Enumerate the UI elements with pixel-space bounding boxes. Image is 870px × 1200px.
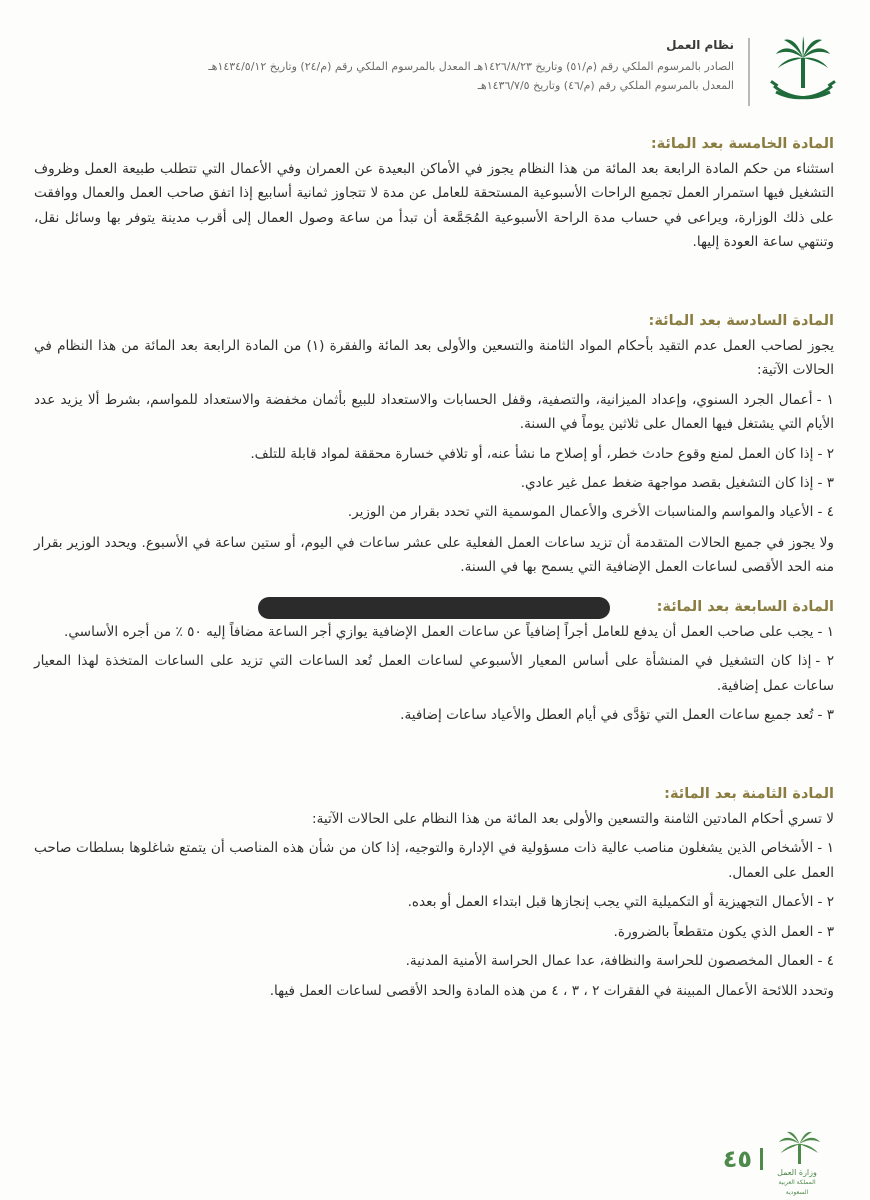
article-106: [34, 313, 834, 580]
item-number: ٤ -: [817, 504, 834, 521]
list-item: [34, 890, 834, 914]
list-item: [34, 920, 834, 944]
item-text: تُعد جميع ساعات العمل التي تؤدَّى في أيام العطل والأعياد ساعات إضافية.: [400, 707, 814, 724]
list-item: [34, 442, 834, 466]
article-closing: وتحدد اللائحة الأعمال المبينة في الفقرات ٢ ، ٣ ، ٤ من هذه المادة والحد الأقصى لساعات العمل فيها.: [269, 983, 834, 1000]
saudi-emblem-icon: [764, 36, 842, 108]
list-item: [34, 500, 834, 524]
article-title: المادة الخامسة بعد المائة:: [650, 136, 834, 152]
article-title: المادة السابعة بعد المائة:: [656, 599, 834, 615]
page-number: ٤٥: [722, 1145, 752, 1173]
item-text: أعمال الجرد السنوي، وإعداد الميزانية، والتصفية، وقفل الحسابات والاستعداد للبيع بأثمان مخفضة والاستعداد للمواسم، بشرط ألا يزيد عدد الأيام التي يشتغل فيها العمال على ثلاثين يوماً في السنة.: [34, 391, 834, 433]
header-divider: [748, 38, 750, 106]
decree-line-1: الصادر بالمرسوم الملكي رقم (م/٥١) وتاريخ ١٤٢٦/٨/٢٣هـ المعدل بالمرسوم الملكي رقم (م/٢٤) وتاريخ ١٤٣٤/٥/١٢هـ: [208, 60, 734, 73]
article-intro: يجوز لصاحب العمل عدم التقيد بأحكام المواد الثامنة والتسعين والأولى بعد المائة والفقرة (١) من المادة الرابعة بعد المائة من هذا النظام في الحالات الآتية:: [34, 338, 834, 379]
item-text: الأعمال التجهيزية أو التكميلية التي يجب إنجازها قبل ابتداء العمل أو بعده.: [407, 894, 814, 911]
item-text: إذا كان العمل لمنع وقوع حادث خطر، أو إصلاح ما نشأ عنه، أو تلافي خسارة محققة لمواد قابلة للتلف.: [250, 445, 814, 462]
item-text: العمال المخصصون للحراسة والنظافة، عدا عمال الحراسة الأمنية المدنية.: [405, 953, 814, 970]
item-text: إذا كان التشغيل في المنشأة على أساس المعيار الأسبوعي لساعات العمل تُعد الساعات التي تزيد على الساعات المتخذة لهذا المعيار ساعات عمل إضافية.: [34, 653, 834, 694]
item-number: ٢ -: [815, 653, 834, 670]
document-title: نظام العمل: [666, 38, 734, 52]
ministry-name: [770, 1168, 824, 1198]
article-108: [34, 786, 834, 1004]
item-number: ٢ -: [817, 445, 834, 462]
header-text: [34, 38, 734, 95]
list-item: [34, 649, 834, 698]
footer-separator: [760, 1148, 763, 1170]
item-number: ١ -: [816, 391, 834, 408]
article-title: المادة السادسة بعد المائة:: [648, 313, 834, 329]
item-number: ٣ -: [817, 707, 834, 724]
article-107: [34, 599, 834, 728]
list-item: [34, 949, 834, 973]
ministry-subtitle: المملكة العربية السعودية: [778, 1179, 816, 1196]
article-105: [34, 136, 834, 255]
item-number: ٣ -: [817, 475, 834, 492]
list-item: [34, 836, 834, 885]
article-body: استثناء من حكم المادة الرابعة بعد المائة من هذا النظام يجوز في الأماكن البعيدة عن العمران وفي الأعمال التي تتطلب طبيعة العمل وظروف التشغيل فيها استمرار العمل تجميع الراحات الأسبوعية المستحقة للعامل عن مدة لا تتجاوز ثمانية أسابيع إذا اتفق صاحب العمل والعمال ووافقت على ذلك الوزارة، ويراعى في حساب مدة الراحة الأسبوعية المُجَمَّعة أن تبدأ من ساعة وصول العمال إلى أقرب مدينة يتوفر بها وسائل نقل، وتنتهي ساعة العودة إليها.: [34, 161, 834, 251]
item-text: الأشخاص الذين يشغلون مناصب عالية ذات مسؤولية في الإدارة والتوجيه، إذا كان من شأن هذه المناصب أن يتمتع شاغلوها بسلطات صاحب العمل على العمال.: [34, 840, 834, 881]
decree-line-2: المعدل بالمرسوم الملكي رقم (م/٤٦) وتاريخ ١٤٣٦/٧/٥هـ: [477, 79, 734, 92]
article-title: المادة الثامنة بعد المائة:: [664, 786, 834, 802]
item-number: ٢ -: [817, 894, 834, 911]
item-text: الأعياد والمواسم والمناسبات الأخرى والأعمال الموسمية التي تحدد بقرار من الوزير.: [347, 504, 814, 521]
list-item: [34, 620, 834, 644]
page-footer: [0, 1120, 870, 1200]
article-intro: لا تسري أحكام المادتين الثامنة والتسعين والأولى بعد المائة من هذا النظام على الحالات الآتية:: [312, 811, 834, 827]
item-number: ١ -: [817, 624, 834, 640]
item-number: ١ -: [817, 840, 834, 857]
list-item: [34, 703, 834, 727]
item-number: ٣ -: [817, 923, 834, 940]
item-text: العمل الذي يكون متقطعاً بالضرورة.: [613, 923, 814, 940]
item-text: إذا كان التشغيل بقصد مواجهة ضغط عمل غير عادي.: [520, 475, 814, 492]
item-text: يجب على صاحب العمل أن يدفع للعامل أجراً إضافياً عن ساعات العمل الإضافية يوازي أجر الساعة مضافاً إليه ٥٠ ٪ من أجره الأساسي.: [64, 624, 814, 640]
ministry-name-text: وزارة العمل: [777, 1168, 817, 1177]
article-closing: ولا يجوز في جميع الحالات المتقدمة أن تزيد ساعات العمل الفعلية على عشر ساعات في اليوم، أو ستين ساعة في الأسبوع. ويحدد الوزير بقرار منه الحد الأقصى لساعات العمل الإضافية التي يسمح بها في السنة.: [34, 534, 834, 576]
item-number: ٤ -: [817, 953, 834, 970]
list-item: [34, 388, 834, 437]
list-item: [34, 471, 834, 495]
document-header: [32, 36, 842, 110]
